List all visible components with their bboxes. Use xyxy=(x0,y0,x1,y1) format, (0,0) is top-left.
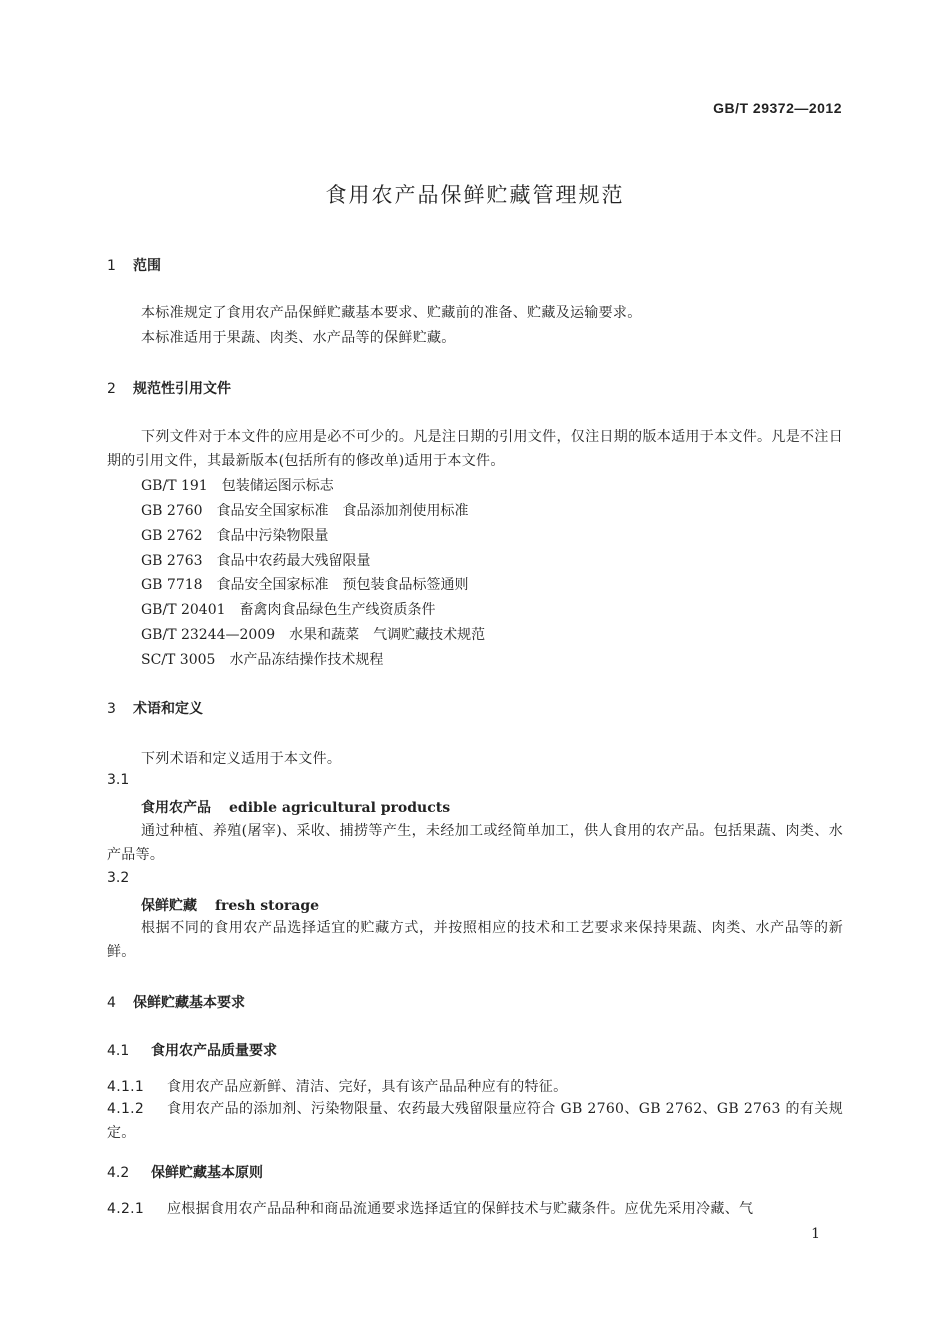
reference-title: 水果和蔬菜 气调贮藏技术规范 xyxy=(289,627,486,643)
paragraph: 下列术语和定义适用于本文件。 xyxy=(141,751,342,767)
term-definition: 通过种植、养殖(屠宰)、采收、捕捞等产生，未经加工或经简单加工，供人食用的农产品。包括果蔬、肉类、水产品等。 xyxy=(107,823,843,863)
reference-item xyxy=(141,649,383,669)
reference-title: 包装储运图示标志 xyxy=(221,478,334,494)
term-entry xyxy=(141,797,450,817)
reference-title: 食品中污染物限量 xyxy=(216,528,329,544)
subsection-title: 保鲜贮藏基本原则 xyxy=(151,1165,263,1181)
clause-text: 食用农产品应新鲜、清洁、完好，具有该产品品种应有的特征。 xyxy=(167,1079,568,1095)
term-number: 3.2 xyxy=(107,870,130,886)
reference-title: 水产品冻结操作技术规程 xyxy=(229,652,384,668)
section-number: 2 xyxy=(107,381,116,397)
clause-4-1-1 xyxy=(107,1076,567,1096)
clause-number: 4.1.2 xyxy=(107,1101,145,1117)
reference-code: GB/T 20401 xyxy=(141,602,226,618)
clause-text: 食用农产品的添加剂、污染物限量、农药最大残留限量应符合 GB 2760、GB 2762、GB 2763 的有关规定。 xyxy=(107,1101,843,1141)
section-3-heading xyxy=(107,698,203,718)
reference-title: 食品安全国家标准 预包装食品标签通则 xyxy=(216,577,469,593)
term-english: fresh storage xyxy=(215,898,320,914)
section-1-heading xyxy=(107,255,161,275)
reference-item xyxy=(141,475,334,495)
term-english: edible agricultural products xyxy=(229,800,451,816)
reference-code: GB 2763 xyxy=(141,553,203,569)
subsection-4-2-heading xyxy=(107,1162,263,1182)
subsection-number: 4.1 xyxy=(107,1043,130,1059)
paragraph: 下列文件对于本文件的应用是必不可少的。凡是注日期的引用文件，仅注日期的版本适用于本文件。凡是不注日期的引用文件，其最新版本(包括所有的修改单)适用于本文件。 xyxy=(107,429,843,469)
reference-item xyxy=(141,550,371,570)
clause-number: 4.2.1 xyxy=(107,1201,145,1217)
paragraph: 本标准适用于果蔬、肉类、水产品等的保鲜贮藏。 xyxy=(141,330,456,346)
document-title: 食用农产品保鲜贮藏管理规范 xyxy=(325,183,625,207)
subsection-title: 食用农产品质量要求 xyxy=(151,1043,277,1059)
clause-4-2-1 xyxy=(107,1198,753,1218)
reference-item xyxy=(141,500,469,520)
section-2-heading xyxy=(107,378,231,398)
reference-title: 食品中农药最大残留限量 xyxy=(216,553,371,569)
reference-item xyxy=(141,574,469,594)
reference-item xyxy=(141,624,485,644)
clause-4-1-2 xyxy=(107,1097,843,1145)
clause-number: 4.1.1 xyxy=(107,1079,145,1095)
term-definition: 根据不同的食用农产品选择适宜的贮藏方式，并按照相应的技术和工艺要求来保持果蔬、肉类、水产品等的新鲜。 xyxy=(107,920,843,960)
section-title: 保鲜贮藏基本要求 xyxy=(133,995,245,1011)
subsection-4-1-heading xyxy=(107,1040,277,1060)
section-title: 范围 xyxy=(133,258,161,274)
reference-title: 食品安全国家标准 食品添加剂使用标准 xyxy=(216,503,469,519)
reference-code: GB/T 191 xyxy=(141,478,208,494)
reference-title: 畜禽肉食品绿色生产线资质条件 xyxy=(239,602,436,618)
reference-code: GB 2762 xyxy=(141,528,203,544)
paragraph: 本标准规定了食用农产品保鲜贮藏基本要求、贮藏前的准备、贮藏及运输要求。 xyxy=(141,305,642,321)
section-title: 规范性引用文件 xyxy=(133,381,231,397)
subsection-number: 4.2 xyxy=(107,1165,130,1181)
section-4-heading xyxy=(107,992,245,1012)
reference-code: GB 7718 xyxy=(141,577,203,593)
reference-item xyxy=(141,525,329,545)
standard-number: GB/T 29372—2012 xyxy=(713,100,842,116)
section-number: 3 xyxy=(107,701,116,717)
term-number: 3.1 xyxy=(107,772,130,788)
page-number: 1 xyxy=(811,1226,820,1242)
section-number: 4 xyxy=(107,995,116,1011)
reference-code: GB 2760 xyxy=(141,503,203,519)
reference-code: GB/T 23244—2009 xyxy=(141,627,276,643)
term-chinese: 食用农产品 xyxy=(141,800,211,816)
reference-item xyxy=(141,599,436,619)
term-chinese: 保鲜贮藏 xyxy=(141,898,197,914)
section-number: 1 xyxy=(107,258,116,274)
term-entry xyxy=(141,895,319,915)
clause-text: 应根据食用农产品品种和商品流通要求选择适宜的保鲜技术与贮藏条件。应优先采用冷藏、气 xyxy=(167,1201,754,1217)
reference-code: SC/T 3005 xyxy=(141,652,216,668)
section-title: 术语和定义 xyxy=(133,701,203,717)
